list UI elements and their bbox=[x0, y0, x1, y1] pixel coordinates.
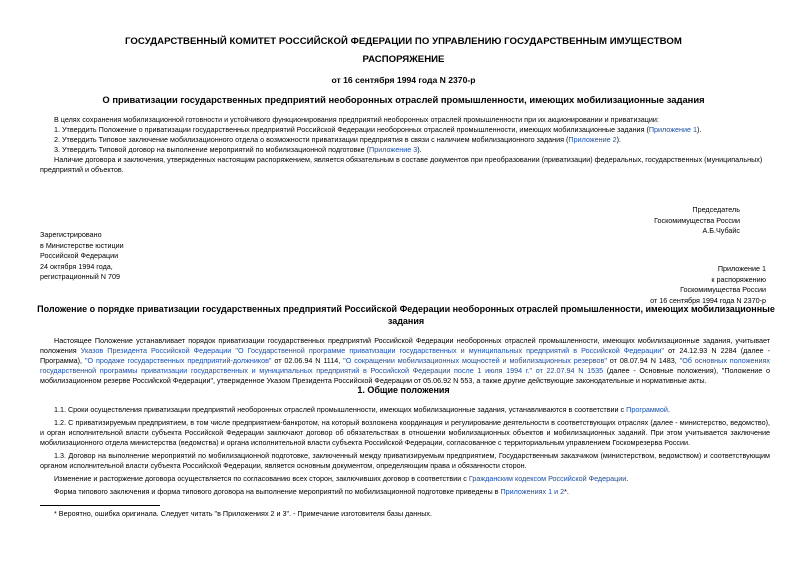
clause-forms: Форма типового заключения и форма типового договора на выполнение мероприятий по мобилизационной подготовке приведены в Приложениях 1 и 2*. bbox=[54, 487, 569, 496]
registration-line: Российской Федерации bbox=[40, 251, 119, 260]
intro-section bbox=[40, 115, 770, 175]
polozhenie-paragraph: Настоящее Положение устанавливает порядок приватизации государственных предприятий Российской Федерации необоронных отраслей промышленности, имеющих мобилизационные задания, учитывает положения Указов Президента Российской Федерации "О Государственной программе приватизации государственных и муниципальных предприятий в Российской Федерации" от 24.12.93 N 2284 (далее - Программа), "О продаже государственных предприятий-должников" от 02.06.94 N 1114, "О сокращении мобилизационных мощностей и мобилизационных резервов" от 08.07.94 N 1483, "Об основных положениях государственной программы приватизации государственных и муниципальных предприятий в Российской Федерации после 1 июля 1994 г." от 22.07.94 N 1535 (далее - Основные положения), "Положение о мобилизационном резерве Российской Федерации", утвержденное Указом Президента Российской Федерации от 05.06.92 N 553, а также другие действующие законодательные и нормативные акты. bbox=[40, 336, 771, 385]
signature-position: Председатель bbox=[692, 205, 740, 214]
footnote-divider bbox=[40, 505, 160, 506]
general-provisions-heading: 1. Общие положения bbox=[357, 385, 450, 395]
clause-1-3: 1.3. Договор на выполнение мероприятий по мобилизационной подготовке, заключенный между приватизируемым предприятием, Государственным заказчиком (министерством, ведомством) и соответствующим органом исполнительной власти субъекта Российской Федерации, является основным документом, определяющим права и обязанности сторон. bbox=[40, 451, 770, 470]
appendix-header bbox=[560, 264, 766, 306]
preamble: В целях сохранения мобилизационной готовности и устойчивого функционирования предприятий необоронных отраслей промышленности при их акционировании и приватизации: bbox=[54, 115, 659, 124]
signature-block bbox=[600, 205, 740, 237]
closing-paragraph: Наличие договора и заключения, утвержденных настоящим распоряжением, является обязательным в составе документов при преобразовании (приватизации) федеральных, государственных (муниципальных) предприятий и объектов. bbox=[40, 155, 763, 174]
registration-block bbox=[40, 230, 200, 283]
footnote: * Вероятно, ошибка оригинала. Следует читать "в Приложениях 2 и 3". - Примечание изготовителя базы данных. bbox=[54, 509, 433, 518]
appendix-1-link[interactable]: Приложение 1 bbox=[648, 125, 698, 134]
organization-heading: ГОСУДАРСТВЕННЫЙ КОМИТЕТ РОССИЙСКОЙ ФЕДЕРАЦИИ ПО УПРАВЛЕНИЮ ГОСУДАРСТВЕННЫМ ИМУЩЕСТВОМ bbox=[125, 36, 682, 47]
decree-1535-date-link[interactable]: от 22.07.94 N 1535 bbox=[532, 366, 604, 375]
appendix-line: от 16 сентября 1994 года N 2370-р bbox=[650, 295, 766, 305]
registration-line: Зарегистрировано bbox=[40, 230, 102, 239]
document-title: О приватизации государственных предприятий необоронных отраслей промышленности, имеющих мобилизационные задания bbox=[102, 94, 705, 105]
decree-1114-link[interactable]: "О продаже государственных предприятий-должников" bbox=[84, 356, 272, 365]
appendix-line: к распоряжению bbox=[711, 274, 766, 284]
decree-1535-link[interactable]: "Об основных положениях государственной программы приватизации государственных и муниципальных предприятий в Российской Федерации после 1 июля 1994 г." bbox=[40, 356, 771, 375]
document-type: РАСПОРЯЖЕНИЕ bbox=[362, 54, 445, 65]
clause-1-2: 1.2. С приватизируемым предприятием, в том числе предприятием-банкротом, на который возложена координация и регулирование деятельности в соответствующих отраслях (далее - министерство, ведомство), и орган исполнительной власти субъекта Российской Федерации заключают договор об обязательствах в отношении мобилизационных объектов и мобилизационных заданий. При этом учитывается заключение мобилизационного отдела министерства (ведомства) и органа исполнительной власти субъекта Российской Федерации, согласованное с территориальным управлением Госкомрезерва России. bbox=[40, 418, 770, 447]
appendix-3-link[interactable]: Приложение 3 bbox=[369, 145, 418, 154]
item-1: 1. Утвердить Положение о приватизации государственных предприятий Российской Федерации необоронных отраслей промышленности, имеющих мобилизационные задания (Приложение 1). bbox=[54, 125, 702, 134]
decree-1483-link[interactable]: "О сокращении мобилизационных мощностей и мобилизационных резервов" bbox=[343, 356, 607, 365]
appendices-link[interactable]: Приложениях 1 и 2 bbox=[500, 487, 565, 496]
general-provisions bbox=[40, 405, 770, 500]
signature-name: А.Б.Чубайс bbox=[702, 226, 740, 235]
polozhenie-title: Положение о порядке приватизации государственных предприятий Российской Федерации необоронных отраслей промышленности, имеющих мобилизационные задания bbox=[37, 304, 775, 326]
polozhenie-intro bbox=[40, 336, 770, 386]
decree-2284-link[interactable]: Указов Президента Российской Федерации "О Государственной программе приватизации государственных и муниципальных предприятий в Российской Федерации" bbox=[80, 346, 664, 355]
signature-org: Госкомимущества России bbox=[654, 215, 740, 225]
registration-line: в Министерстве юстиции bbox=[40, 240, 124, 250]
appendix-2-link[interactable]: Приложение 2 bbox=[568, 135, 617, 144]
registration-line: 24 октября 1994 года, bbox=[40, 261, 113, 271]
appendix-line: Госкомимущества России bbox=[680, 285, 766, 294]
civil-code-link[interactable]: Гражданским кодексом Российской Федерации bbox=[468, 474, 627, 483]
item-2: 2. Утвердить Типовое заключение мобилизационного отдела о возможности приватизации предприятия в связи с наличием мобилизационного задания (Приложение 2). bbox=[54, 135, 621, 144]
appendix-line: Приложение 1 bbox=[717, 264, 766, 273]
registration-line: регистрационный N 709 bbox=[40, 272, 120, 281]
clause-1-1: 1.1. Сроки осуществления приватизации предприятий необоронных отраслей промышленности, имеющих мобилизационные задания, устанавливаются в соответствии с Программой. bbox=[54, 405, 670, 414]
programme-link[interactable]: Программой bbox=[626, 405, 668, 414]
item-3: 3. Утвердить Типовой договор на выполнение мероприятий по мобилизационной подготовке (Приложение 3). bbox=[54, 145, 422, 154]
clause-amendment: Изменение и расторжение договора осуществляется по согласованию всех сторон, заключивших договор в соответствии с Гражданским кодексом Российской Федерации. bbox=[54, 474, 629, 483]
document-date-number: от 16 сентября 1994 года N 2370-р bbox=[331, 75, 476, 85]
